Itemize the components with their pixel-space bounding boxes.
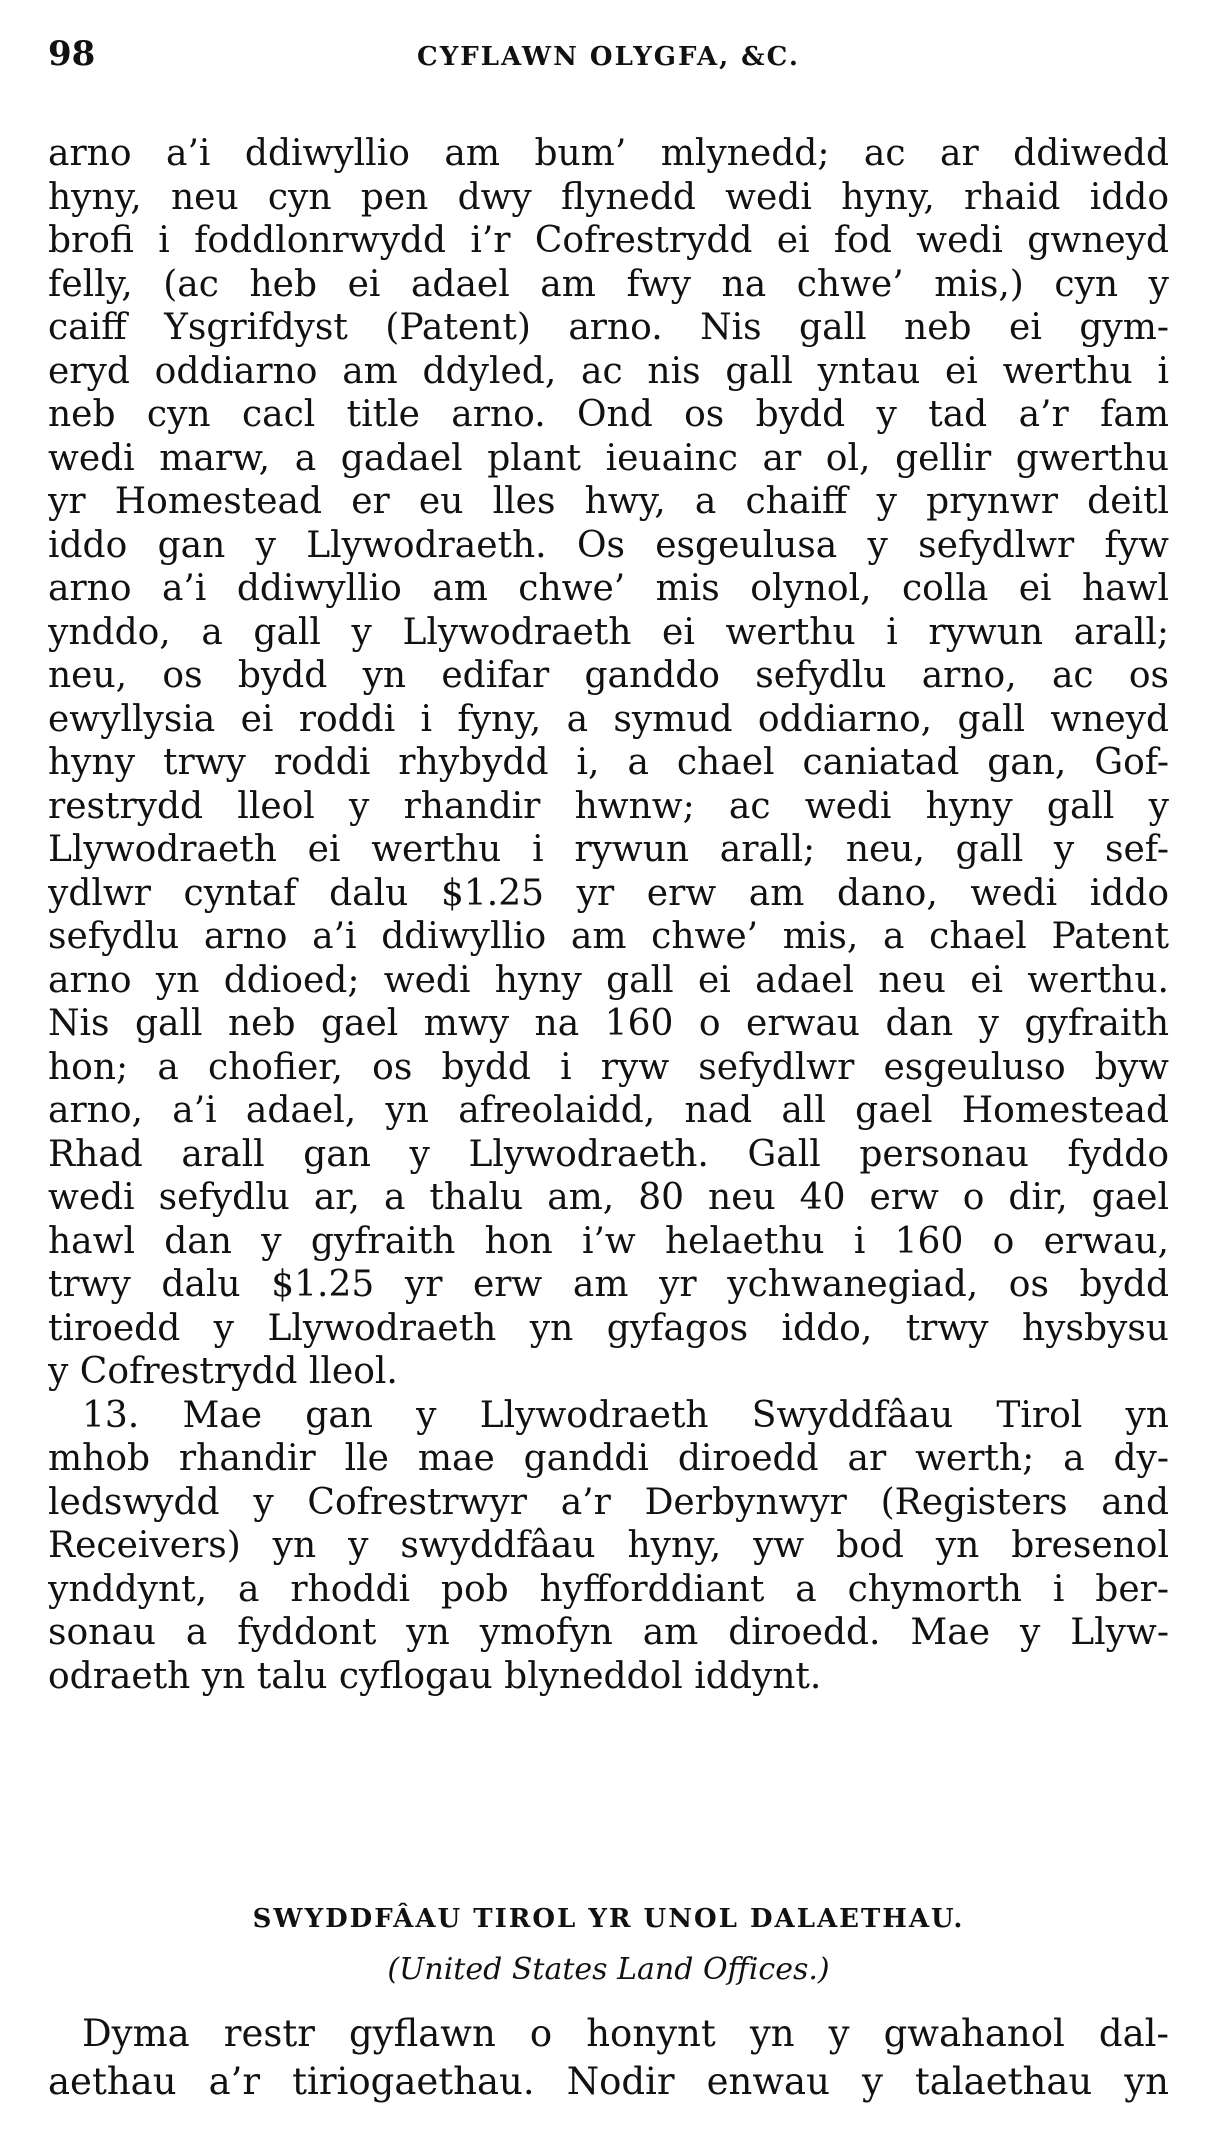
text-line: mhob rhandir lle mae ganddi diroedd ar werth; a dy-	[48, 1438, 1169, 1479]
text-line: sefydlu arno a’i ddiwyllio am chwe’ mis, a chael Patent	[48, 916, 1169, 957]
text-line: hon; a chofier, os bydd i ryw sefydlwr esgeuluso byw	[48, 1046, 1169, 1088]
text-line: iddo gan y Llywodraeth. Os esgeulusa y sefydlwr fyw	[48, 524, 1169, 566]
text-line: Nis gall neb gael mwy na 160 o erwau dan y gyfraith	[48, 1003, 1169, 1044]
text-line: arno a’i ddiwyllio am bum’ mlynedd; ac ar ddiwedd	[48, 133, 1169, 174]
text-line: hawl dan y gyfraith hon i’w helaethu i 160 o erwau,	[48, 1220, 1169, 1262]
text-line: y Cofrestrydd lleol.	[48, 1351, 398, 1392]
text-line: wedi marw, a gadael plant ieuainc ar ol, gellir gwerthu	[48, 437, 1169, 479]
text-line: ledswydd y Cofrestrwyr a’r Derbynwyr (Registers and	[48, 1481, 1169, 1523]
text-line: hyny, neu cyn pen dwy flynedd wedi hyny, rhaid iddo	[48, 176, 1169, 218]
text-line: odraeth yn talu cyflogau blyneddol iddynt.	[48, 1655, 822, 1697]
page-number: 98	[48, 34, 96, 74]
text-line: 13. Mae gan y Llywodraeth Swyddfâau Tirol yn	[82, 1394, 1169, 1436]
text-line: Receivers) yn y swyddfâau hyny, yw bod yn bresenol	[48, 1525, 1169, 1566]
page-header	[48, 28, 1169, 88]
body-text	[48, 132, 1169, 1698]
text-line: hyny trwy roddi rhybydd i, a chael caniatad gan, Gof-	[48, 742, 1169, 783]
text-line: trwy dalu $1.25 yr erw am yr ychwanegiad, os bydd	[48, 1264, 1169, 1305]
text-line: restrydd lleol y rhandir hwnw; ac wedi hyny gall y	[48, 785, 1169, 827]
text-line: aethau a’r tiriogaethau. Nodir enwau y talaethau yn	[48, 2060, 1169, 2103]
text-line: neu, os bydd yn edifar ganddo sefydlu arno, ac os	[48, 655, 1169, 696]
text-line: arno a’i ddiwyllio am chwe’ mis olynol, colla ei hawl	[48, 568, 1169, 609]
text-line: ynddo, a gall y Llywodraeth ei werthu i rywun arall;	[48, 611, 1169, 653]
section-body	[48, 2010, 1169, 2106]
text-line: brofi i foddlonrwydd i’r Cofrestrydd ei fod wedi gwneyd	[48, 220, 1169, 261]
running-head: CYFLAWN OLYGFA, &C.	[417, 42, 800, 72]
text-line: neb cyn cacl title arno. Ond os bydd y tad a’r fam	[48, 394, 1169, 435]
text-line: Rhad arall gan y Llywodraeth. Gall personau fyddo	[48, 1133, 1169, 1175]
text-line: arno yn ddioed; wedi hyny gall ei adael neu ei werthu.	[48, 959, 1169, 1001]
text-line: wedi sefydlu ar, a thalu am, 80 neu 40 erw o dir, gael	[48, 1177, 1169, 1218]
text-line: caiff Ysgrifdyst (Patent) arno. Nis gall neb ei gym-	[48, 307, 1169, 348]
text-line: ydlwr cyntaf dalu $1.25 yr erw am dano, wedi iddo	[48, 872, 1169, 914]
text-line: ewyllysia ei roddi i fyny, a symud oddiarno, gall wneyd	[48, 698, 1169, 740]
text-line: arno, a’i adael, yn afreolaidd, nad all gael Homestead	[48, 1090, 1169, 1131]
text-line: yr Homestead er eu lles hwy, a chaiff y prynwr deitl	[48, 481, 1169, 522]
text-line: Dyma restr gyflawn o honynt yn y gwahanol dal-	[82, 2012, 1169, 2055]
text-line: tiroedd y Llywodraeth yn gyfagos iddo, trwy hysbysu	[48, 1307, 1169, 1349]
text-line: ynddynt, a rhoddi pob hyfforddiant a chymorth i ber-	[48, 1568, 1169, 1610]
section-heading: SWYDDFÂAU TIROL YR UNOL DALAETHAU.	[252, 1904, 965, 1934]
text-line: Llywodraeth ei werthu i rywun arall; neu, gall y sef-	[48, 829, 1169, 870]
section-subheading: (United States Land Offices.)	[387, 1952, 830, 1987]
text-line: sonau a fyddont yn ymofyn am diroedd. Mae y Llyw-	[48, 1612, 1169, 1653]
text-line: felly, (ac heb ei adael am fwy na chwe’ mis,) cyn y	[48, 263, 1169, 305]
text-line: eryd oddiarno am ddyled, ac nis gall yntau ei werthu i	[48, 350, 1169, 392]
